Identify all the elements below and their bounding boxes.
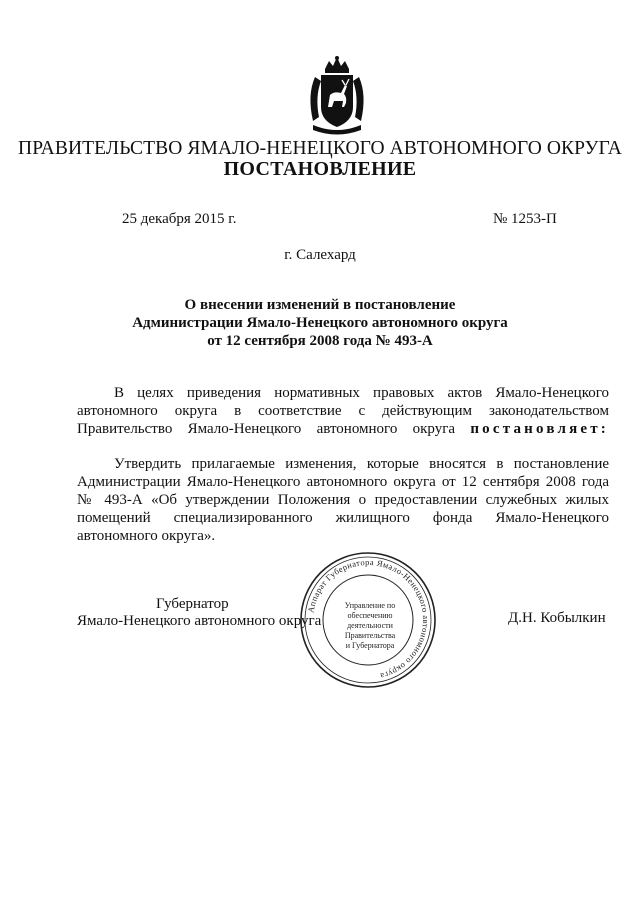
document-subject: [0, 296, 640, 350]
signatory-organization: Ямало-Ненецкого автономного округа: [77, 613, 322, 629]
document-type-title: ПОСТАНОВЛЕНИЕ: [223, 158, 417, 180]
coat-of-arms-emblem: [301, 55, 373, 137]
stamp-center-line: деятельности: [347, 621, 393, 630]
paragraph-line: помещений специализированного жилищного фонда Ямало-Ненецкого: [77, 510, 609, 526]
official-stamp: [298, 550, 438, 690]
paragraph-line: № 493-А «Об утверждении Положения о предоставлении служебных жилых: [77, 492, 609, 508]
organization-name: ПРАВИТЕЛЬСТВО ЯМАЛО-НЕНЕЦКОГО АВТОНОМНОГО ОКРУГА: [18, 138, 622, 159]
paragraph-line: [77, 420, 609, 438]
paragraph-line: Утвердить прилагаемые изменения, которые вносятся в постановление: [114, 456, 609, 472]
stamp-center-line: обеспечению: [347, 611, 393, 620]
document-city: г. Салехард: [284, 247, 356, 263]
document-date: 25 декабря 2015 г.: [122, 211, 237, 227]
stamp-center-line: Управление по: [344, 601, 396, 610]
signatory-title: Губернатор: [156, 596, 229, 612]
paragraph-line: Администрации Ямало-Ненецкого автономного округа от 12 сентября 2008 года: [77, 474, 609, 490]
document-number: № 1253-П: [493, 211, 557, 227]
preamble-paragraph: [77, 384, 609, 438]
resolution-paragraph: [77, 455, 609, 545]
government-subject: Правительство Ямало-Ненецкого автономного округа: [77, 421, 456, 437]
stamp-center-line: Правительства: [344, 631, 396, 640]
subject-line: О внесении изменений в постановление: [184, 297, 456, 313]
paragraph-line: автономного округа в соответствие с действующим законодательством: [77, 403, 609, 419]
signatory-name: Д.Н. Кобылкин: [508, 610, 606, 626]
subject-line: Администрации Ямало-Ненецкого автономного округа: [132, 315, 508, 331]
resolves-word: постановляет:: [470, 421, 610, 437]
stamp-center-line: и Губернатора: [345, 641, 395, 650]
paragraph-line: В целях приведения нормативных правовых актов Ямало-Ненецкого: [114, 385, 609, 401]
subject-line: от 12 сентября 2008 года № 493-А: [207, 333, 433, 349]
paragraph-line: автономного округа».: [77, 528, 216, 544]
stamp-ring-text: Аппарат Губернатора Ямало-Ненецкого автономного округа: [305, 556, 432, 682]
